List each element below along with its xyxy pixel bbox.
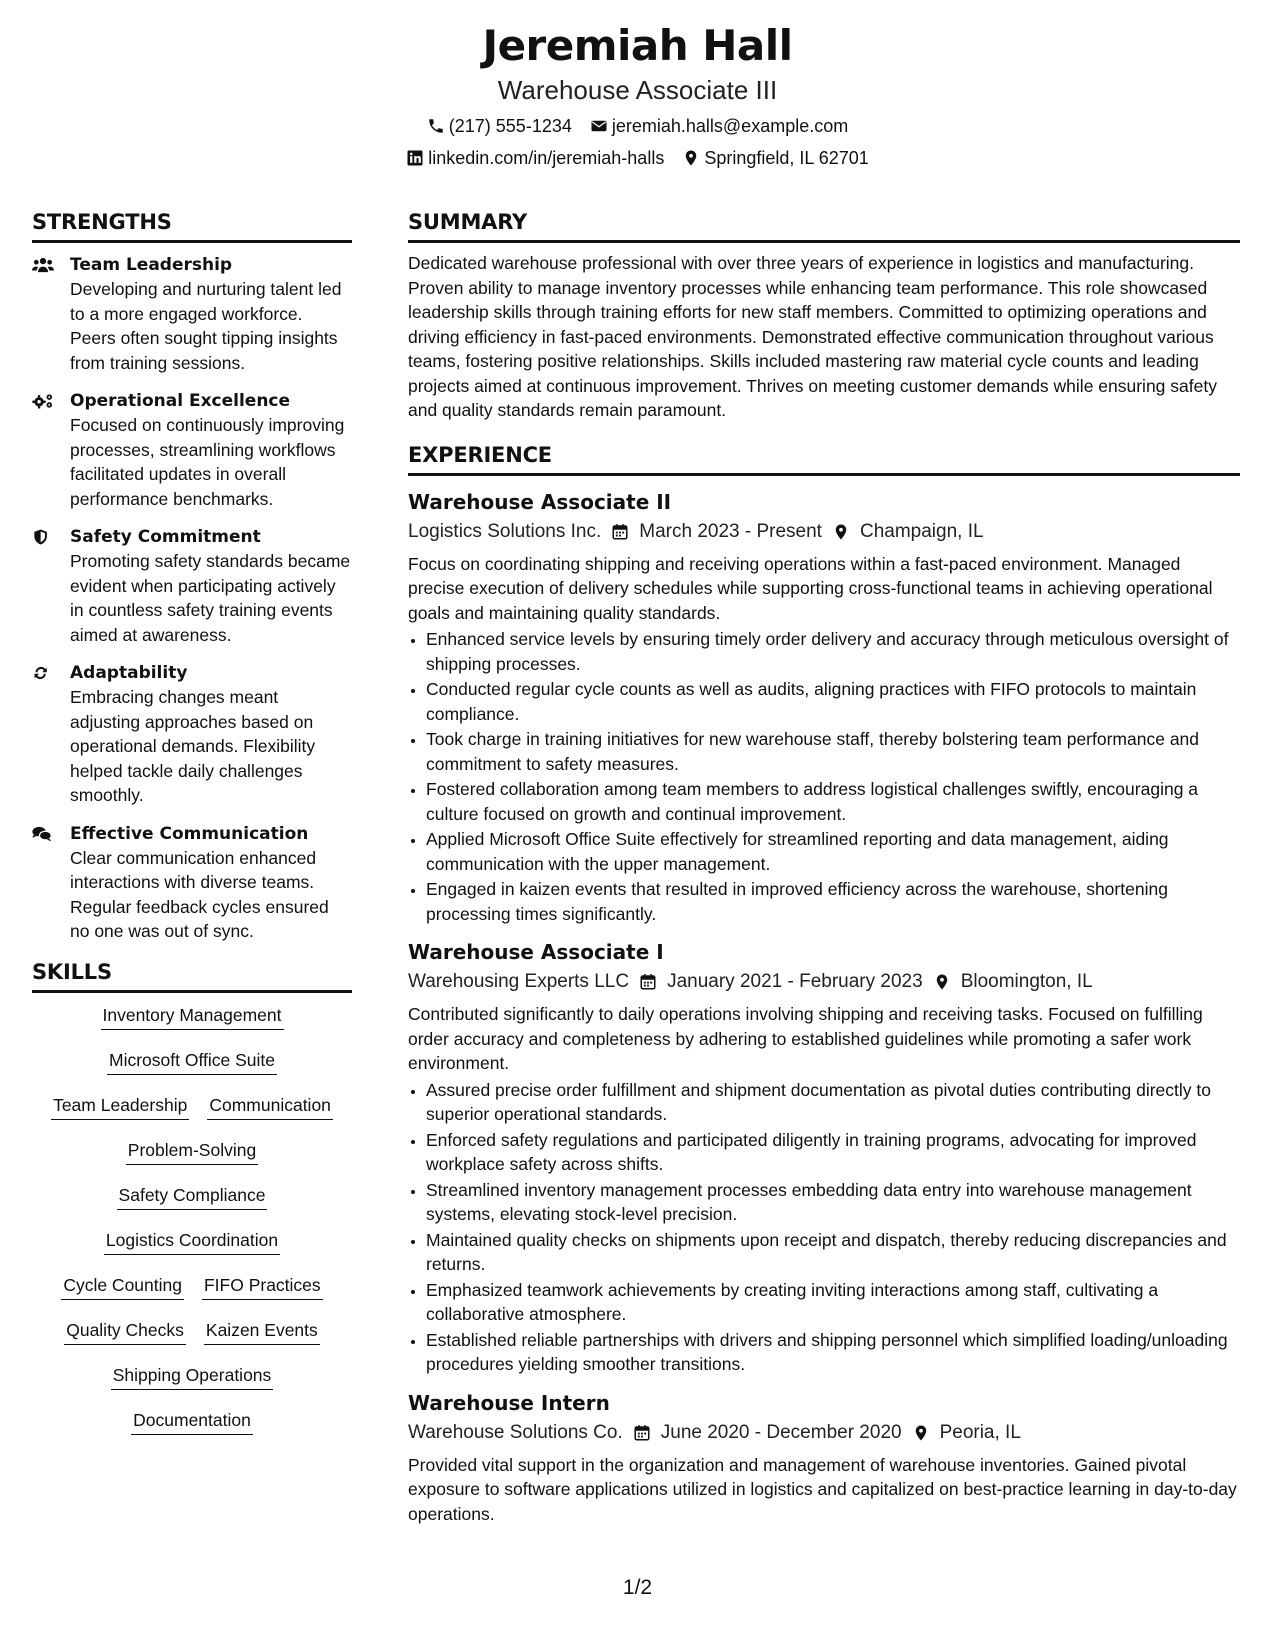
skill-tag: Inventory Management <box>101 1003 284 1030</box>
location-contact <box>682 146 868 170</box>
contact-row-1 <box>0 114 1275 138</box>
map-marker-icon <box>912 1424 930 1442</box>
strength-item <box>32 661 352 808</box>
job-bullet: • Conducted regular cycle counts as well as audits, aligning practices with FIFO protocols to maintain compliance. <box>426 677 1240 726</box>
calendar-icon <box>633 1424 651 1442</box>
phone-contact <box>427 114 572 138</box>
skills-heading: SKILLS <box>32 958 352 993</box>
job-bullet: • Established reliable partnerships with drivers and shipping personnel which simplified loading/unloading procedures yielding smoother transitions. <box>426 1328 1240 1377</box>
company-name: Warehouse Solutions Co. <box>408 1421 623 1443</box>
skills-row <box>32 1138 352 1183</box>
company-name: Logistics Solutions Inc. <box>408 520 602 542</box>
candidate-title: Warehouse Associate III <box>497 75 778 105</box>
strength-item <box>32 389 352 511</box>
strength-title: Team Leadership <box>70 255 233 275</box>
envelope-icon <box>590 117 608 135</box>
job-entry <box>408 938 1240 1377</box>
job-bullet: • Fostered collaboration among team members to address logistical challenges swiftly, encouraging a culture focused on growth and continual improvement. <box>426 777 1240 826</box>
skill-tag: Kaizen Events <box>204 1318 320 1345</box>
skill-tag: FIFO Practices <box>202 1273 323 1300</box>
page-number: 1/2 <box>622 1576 653 1599</box>
company-name: Warehousing Experts LLC <box>408 971 630 992</box>
right-column <box>408 208 1240 1526</box>
skills-row <box>32 1228 352 1273</box>
job-bullet: • Emphasized teamwork achievements by creating inviting interactions among staff, cultivating a collaborative atmosphere. <box>426 1278 1240 1327</box>
candidate-name: Jeremiah Hall <box>482 21 793 70</box>
job-title: Warehouse Associate I <box>408 940 664 964</box>
strengths-list <box>32 253 352 944</box>
job-meta <box>408 518 1240 546</box>
experience-heading: EXPERIENCE <box>408 441 1240 476</box>
strengths-heading: STRENGTHS <box>32 208 352 243</box>
gears-icon <box>32 392 54 410</box>
strength-desc: Developing and nurturing talent led to a more engaged workforce. Peers often sought tipping insights from training sessions. <box>70 279 342 373</box>
strength-title: Effective Communication <box>70 823 309 844</box>
skill-tag: Shipping Operations <box>111 1363 274 1390</box>
job-location: Bloomington, IL <box>960 971 1093 992</box>
strength-desc: Embracing changes meant adjusting approaches based on operational demands. Flexibility helped tackle daily challenges smoothly. <box>70 687 316 805</box>
phone-icon <box>427 117 445 135</box>
strength-item <box>32 253 352 375</box>
skill-tag: Documentation <box>131 1408 253 1435</box>
email-text: jeremiah.halls@example.com <box>611 116 849 136</box>
job-dates: March 2023 - Present <box>639 520 822 542</box>
skills-row <box>32 1408 352 1453</box>
map-marker-icon <box>933 973 951 991</box>
job-location: Peoria, IL <box>939 1421 1021 1443</box>
strength-item <box>32 822 352 944</box>
skills-row <box>32 1318 352 1363</box>
users-icon <box>32 256 54 274</box>
summary-text: Dedicated warehouse professional with over three years of experience in logistics and manufacturing. Proven ability to manage inventory processes while enhancing team performance. This role showcased leadership skills through training efforts for new staff members. Committed to optimizing operations and driving efficiency in fast-paced environments. Demonstrated effective communication throughout various teams, fostering positive relationships. Skills included mastering raw material cycle counts and leading projects aimed at continuous improvement. Thrives on meeting customer demands while ensuring safety and quality standards remain paramount. <box>408 253 1217 420</box>
job-meta <box>408 968 1240 996</box>
phone-text: (217) 555-1234 <box>448 116 572 136</box>
skills-row <box>32 1273 352 1318</box>
strength-desc: Clear communication enhanced interactions with diverse teams. Regular feedback cycles ensured no one was out of sync. <box>70 847 329 941</box>
skills-row <box>32 1093 352 1138</box>
sync-icon <box>32 664 54 682</box>
job-title: Warehouse Associate II <box>408 489 672 514</box>
shield-icon <box>32 528 54 546</box>
job-description: Focus on coordinating shipping and receiving operations within a fast-paced environment. Managed precise execution of delivery schedules while supporting cross-functional teams in achieving operational goals and maintaining quality standards. <box>408 553 1213 623</box>
map-marker-icon <box>832 523 850 541</box>
job-bullet: • Enforced safety regulations and participated diligently in training programs, advocating for improved workplace safety across shifts. <box>426 1128 1240 1177</box>
job-title: Warehouse Intern <box>408 1390 610 1415</box>
job-bullet: • Applied Microsoft Office Suite effectively for streamlined reporting and data management, aiding communication with the upper management. <box>426 827 1240 876</box>
job-bullet: • Maintained quality checks on shipments upon receipt and dispatch, thereby reducing discrepancies and returns. <box>426 1228 1240 1277</box>
contact-row-2 <box>0 146 1275 170</box>
job-entry <box>408 488 1240 927</box>
strength-title: Operational Excellence <box>70 391 291 411</box>
job-dates: June 2020 - December 2020 <box>660 1421 902 1443</box>
skills-row <box>32 1363 352 1408</box>
job-meta <box>408 1419 1240 1447</box>
strength-desc: Promoting safety standards became evident when participating actively in countless safety training events aimed at awareness. <box>70 551 351 645</box>
job-description: Contributed significantly to daily operations involving shipping and receiving tasks. Focused on fulfilling order accuracy and completeness by adhering to established guidelines while promoting a safer work environment. <box>408 1004 1203 1073</box>
skill-tag: Microsoft Office Suite <box>107 1048 277 1075</box>
job-bullets <box>408 1078 1240 1377</box>
skill-tag: Safety Compliance <box>117 1183 268 1210</box>
skill-tag: Problem-Solving <box>126 1138 258 1165</box>
job-entry <box>408 1389 1240 1527</box>
strength-item <box>32 525 352 647</box>
resume-header <box>0 18 1275 170</box>
skills-list <box>32 1003 352 1453</box>
skills-row <box>32 1048 352 1093</box>
job-bullet: • Assured precise order fulfillment and shipment documentation as pivotal duties contributing directly to superior operational standards. <box>426 1078 1240 1127</box>
calendar-icon <box>639 973 657 991</box>
location-text: Springfield, IL 62701 <box>704 148 869 168</box>
skill-tag: Quality Checks <box>64 1318 186 1345</box>
job-location: Champaign, IL <box>859 520 984 542</box>
linkedin-icon <box>406 149 424 167</box>
job-bullet: • Engaged in kaizen events that resulted in improved efficiency across the warehouse, shortening processing times significantly. <box>426 877 1240 926</box>
skills-row <box>32 1003 352 1048</box>
strength-desc: Focused on continuously improving processes, streamlining workflows facilitated updates in overall performance benchmarks. <box>70 415 345 509</box>
skill-tag: Logistics Coordination <box>104 1228 280 1255</box>
skill-tag: Communication <box>207 1093 333 1120</box>
summary-heading: SUMMARY <box>408 208 1240 243</box>
job-description: Provided vital support in the organization and management of warehouse inventories. Gained pivotal exposure to software applications utilized in logistics and capitalized on best-practice learning in day-to-day operations. <box>408 1454 1237 1524</box>
job-bullets <box>408 627 1240 926</box>
skill-tag: Team Leadership <box>51 1093 189 1120</box>
job-dates: January 2021 - February 2023 <box>667 971 923 992</box>
job-bullet: • Streamlined inventory management processes embedding data entry into warehouse management systems, elevating stock-level precision. <box>426 1178 1240 1227</box>
strength-title: Safety Commitment <box>70 527 261 547</box>
left-column <box>32 208 352 1453</box>
job-bullet: • Enhanced service levels by ensuring timely order delivery and accuracy through meticulous oversight of shipping processes. <box>426 627 1240 676</box>
strength-title: Adaptability <box>70 663 188 683</box>
skill-tag: Cycle Counting <box>61 1273 184 1300</box>
job-bullet: • Took charge in training initiatives for new warehouse staff, thereby bolstering team performance and commitment to safety measures. <box>426 727 1240 776</box>
linkedin-contact[interactable] <box>406 146 664 170</box>
linkedin-text: linkedin.com/in/jeremiah-halls <box>428 148 665 168</box>
map-marker-icon <box>682 149 700 167</box>
skills-row <box>32 1183 352 1228</box>
email-contact[interactable] <box>590 114 848 138</box>
calendar-icon <box>611 523 629 541</box>
comments-icon <box>32 825 54 843</box>
